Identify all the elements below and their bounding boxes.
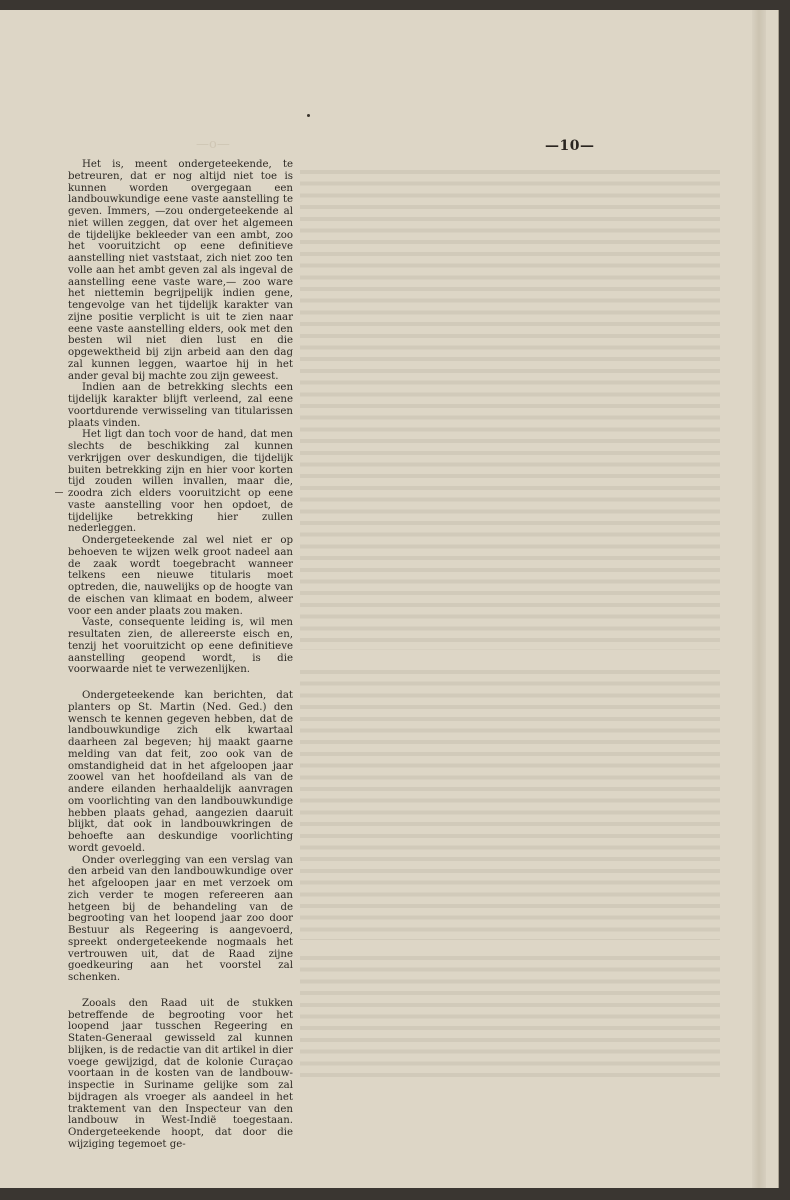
bleed-through-text	[300, 670, 720, 940]
binding-edge	[752, 10, 766, 1188]
paragraph-6: Ondergeteekende kan berichten, dat planters op St. Martin (Ned. Ged.) den wensch te kennen gegeven hebben, dat de landbouwkundige zich elk kwartaal daarheen zal begeven; hij maakt gaarne melding van dat feit, zoo ook van de omstandigheid dat in het afgeloopen jaar zoowel van het hoofdeiland als van de andere eilanden herhaaldelijk aanvragen om voorlichting van den landbouwkundige hebben plaats gehad, aangezien daaruit blijkt, dat ook in landbouwkringen de behoefte aan deskundige voorlichting wordt gevoeld.	[68, 690, 293, 854]
document-page	[0, 10, 779, 1188]
paragraph-4: Ondergeteekende zal wel niet er op behoeven te wijzen welk groot nadeel aan de zaak wordt toegebracht wanneer telkens een nieuwe titularis moet optreden, die, nauwelijks op de hoogte van de eischen van klimaat en bodem, alweer voor een ander plaats zou maken.	[68, 535, 293, 617]
paragraph-8: Zooals den Raad uit de stukken betreffende de begrooting voor het loopend jaar tusschen Regeering en Staten-Generaal gewisseld zal kunnen blijken, is de redactie van dit artikel in dier voege gewijzigd, dat de kolonie Curaçao voortaan in de kosten van de landbouw-inspectie in Suriname gelijke som zal bijdragen als vroeger als aandeel in het traktement van den Inspecteur van den landbouw in West-Indië toegestaan. Ondergeteekende hoopt, dat door die wijziging tegemoet ge-	[68, 997, 293, 1150]
bleed-through-text	[300, 956, 720, 1081]
paragraph-2: Indien aan de betrekking slechts een tijdelijk karakter blijft verleend, zal eene voortdurende verwisseling van titularissen plaats vinden.	[68, 382, 293, 429]
paragraph-3: Het ligt dan toch voor de hand, dat men slechts de beschikking zal kunnen verkrijgen over deskundigen, die tijdelijk buiten betrekking zijn en hier voor korten tijd zouden willen invallen, maar die, zoodra zich elders vooruitzicht op eene vaste aanstelling voor hen opdoet, de tijdelijke betrekking hier zullen nederleggen.	[68, 429, 293, 535]
paragraph-5: Vaste, consequente leiding is, wil men resultaten zien, de allereerste eisch en, tenzij het vooruitzicht op eene definitieve aanstelling geopend wordt, is die voorwaarde niet te verwezenlijken.	[68, 617, 293, 676]
ink-dot	[307, 114, 310, 117]
paragraph-7: Onder overlegging van een verslag van den arbeid van den landbouwkundige over het afgeloopen jaar en met verzoek om zich verder te mogen refereeren aan hetgeen bij de behandeling van de begrooting van het loopend jaar zoo door Bestuur als Regeering is aangevoerd, spreekt ondergeteekende nogmaals het vertrouwen uit, dat de Raad zijne goedkeuring aan het voorstel zal schenken.	[68, 854, 293, 983]
paragraph-1: Het is, meent ondergeteekende, te betreuren, dat er nog altijd niet toe is kunnen worden overgegaan een landbouwkundige eene vaste aanstelling te geven. Immers, —zou ondergeteekende al niet willen zeggen, dat over het algemeen de tijdelijke bekleeder van een ambt, zoo het vooruitzicht op eene definitieve aanstelling niet vaststaat, zich niet zoo ten volle aan het ambt geven zal als ingeval de aanstelling eene vaste ware,— zoo ware het niettemin begrijpelijk indien gene, tengevolge van het tijdelijk karakter van zijne positie verplicht is uit te zien naar eene vaste aanstelling elders, ook met den besten wil niet dien lust en die opgewektheid bij zijn arbeid aan den dag zal kunnen leggen, waartoe hij in het ander geval bij machte zou zijn geweest.	[68, 159, 293, 382]
page-number: —10—	[545, 138, 595, 154]
bleed-through-text	[300, 170, 720, 650]
section-divider-mark: —o—	[196, 137, 230, 152]
margin-mark	[55, 492, 63, 493]
text-column	[68, 159, 293, 1151]
